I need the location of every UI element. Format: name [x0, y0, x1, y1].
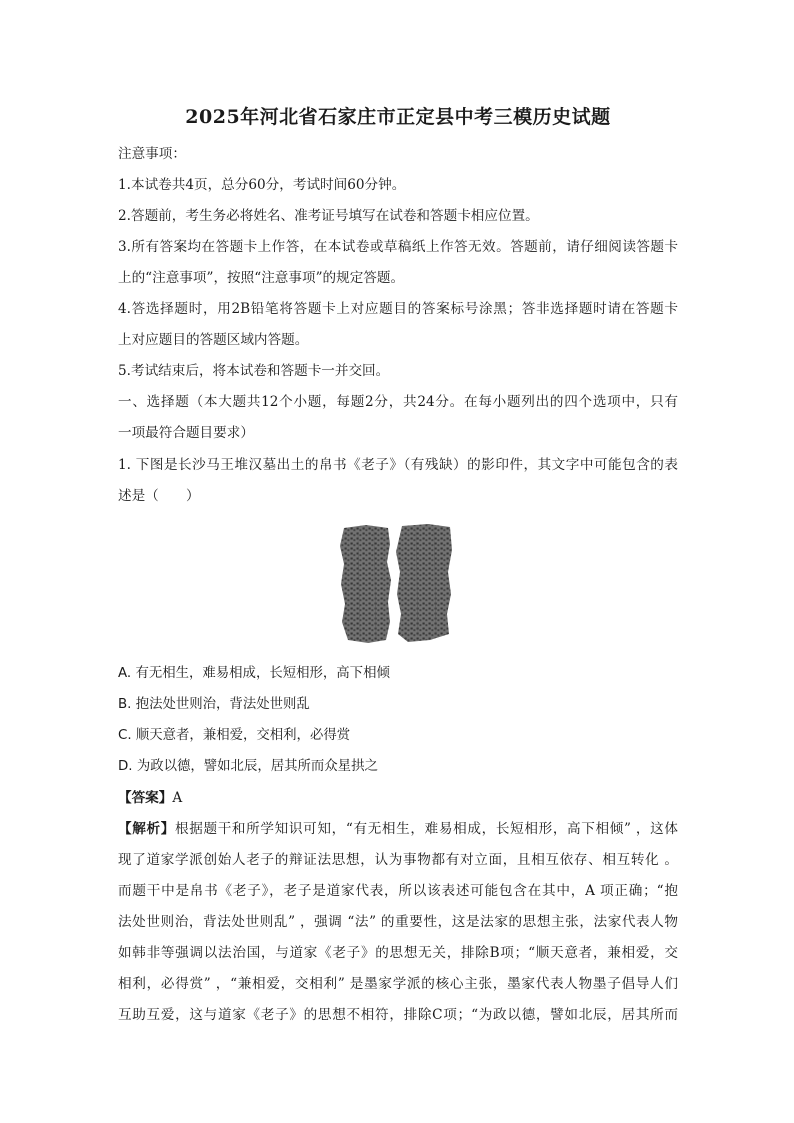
- analysis-line-6: 相利，必得赏” ，“兼相爱，交相利” 是墨家学派的核心主张，墨家代表人物墨子倡导人们: [118, 976, 678, 992]
- option-b: B. 抱法处世则治，背法处世则乱: [118, 697, 310, 712]
- analysis-label: 【解析】: [118, 821, 175, 837]
- manuscript-fragment-left: [340, 525, 391, 643]
- notice-item-4-line2: 上对应题目的答题区域内答题。: [118, 332, 309, 348]
- page-title: 2025年河北省石家庄市正定县中考三模历史试题: [185, 106, 611, 128]
- notice-item-5: 5.考试结束后，将本试卷和答题卡一并交回。: [118, 363, 390, 379]
- question-1-stem-line2: 述是（ ）: [118, 488, 200, 504]
- analysis-line-5: 如韩非等强调以法治国，与道家《老子》的思想无关，排除B项；“顺天意者，兼相爱，交: [118, 945, 678, 961]
- analysis-line-7: 互助互爱，这与道家《老子》的思想不相符，排除C项；“为政以德，譬如北辰，居其所而: [118, 1007, 678, 1023]
- analysis-line-1: [118, 819, 678, 839]
- notice-item-2: 2.答题前，考生务必将姓名、准考证号填写在试卷和答题卡相应位置。: [118, 208, 539, 224]
- notice-item-1: 1.本试卷共4页，总分60分，考试时间60分钟。: [118, 177, 406, 193]
- analysis-text-1: 根据题干和所学知识可知，“有无相生，难易相成，长短相形，高下相倾” ，这体: [174, 821, 678, 837]
- analysis-line-4: 法处世则治，背法处世则乱” ，强调 “法” 的重要性，这是法家的思想主张，法家代表人物: [118, 914, 678, 930]
- notice-item-3-line2: 上的“注意事项”，按照“注意事项”的规定答题。: [118, 270, 405, 286]
- silk-manuscript-image: [338, 522, 456, 648]
- notice-item-4-line1: 4.答选择题时，用2B铅笔将答题卡上对应题目的答案标号涂黑；答非选择题时请在答题卡: [118, 301, 678, 317]
- notice-heading: 注意事项：: [118, 146, 186, 162]
- notice-item-3-line1: 3.所有答案均在答题卡上作答，在本试卷或草稿纸上作答无效。答题前，请仔细阅读答题卡: [118, 239, 678, 255]
- option-a: A. 有无相生，难易相成，长短相形，高下相倾: [118, 666, 390, 681]
- section-heading-line2: 一项最符合题目要求）: [118, 425, 254, 441]
- option-d: D. 为政以德，譬如北辰，居其所而众星拱之: [118, 759, 378, 774]
- answer-value: A: [172, 790, 183, 806]
- answer-label: 【答案】: [118, 790, 173, 806]
- option-c: C. 顺天意者，兼相爱，交相利，必得赏: [118, 728, 351, 743]
- analysis-line-2: 现了道家学派创始人老子的辩证法思想，认为事物都有对立面，且相互依存、相互转化 。: [118, 852, 678, 868]
- manuscript-fragment-right: [396, 524, 452, 642]
- answer-line: [118, 788, 678, 808]
- question-1-stem-line1: 1. 下图是长沙马王堆汉墓出土的帛书《老子》（有残缺）的影印件，其文字中可能包含的表: [118, 457, 678, 473]
- analysis-line-3: 而题干中是帛书《老子》，老子是道家代表，所以该表述可能包含在其中，A 项正确；“抱: [118, 883, 678, 899]
- section-heading-line1: 一、选择题（本大题共12个小题，每题2分，共24分。在每小题列出的四个选项中，只有: [118, 394, 678, 410]
